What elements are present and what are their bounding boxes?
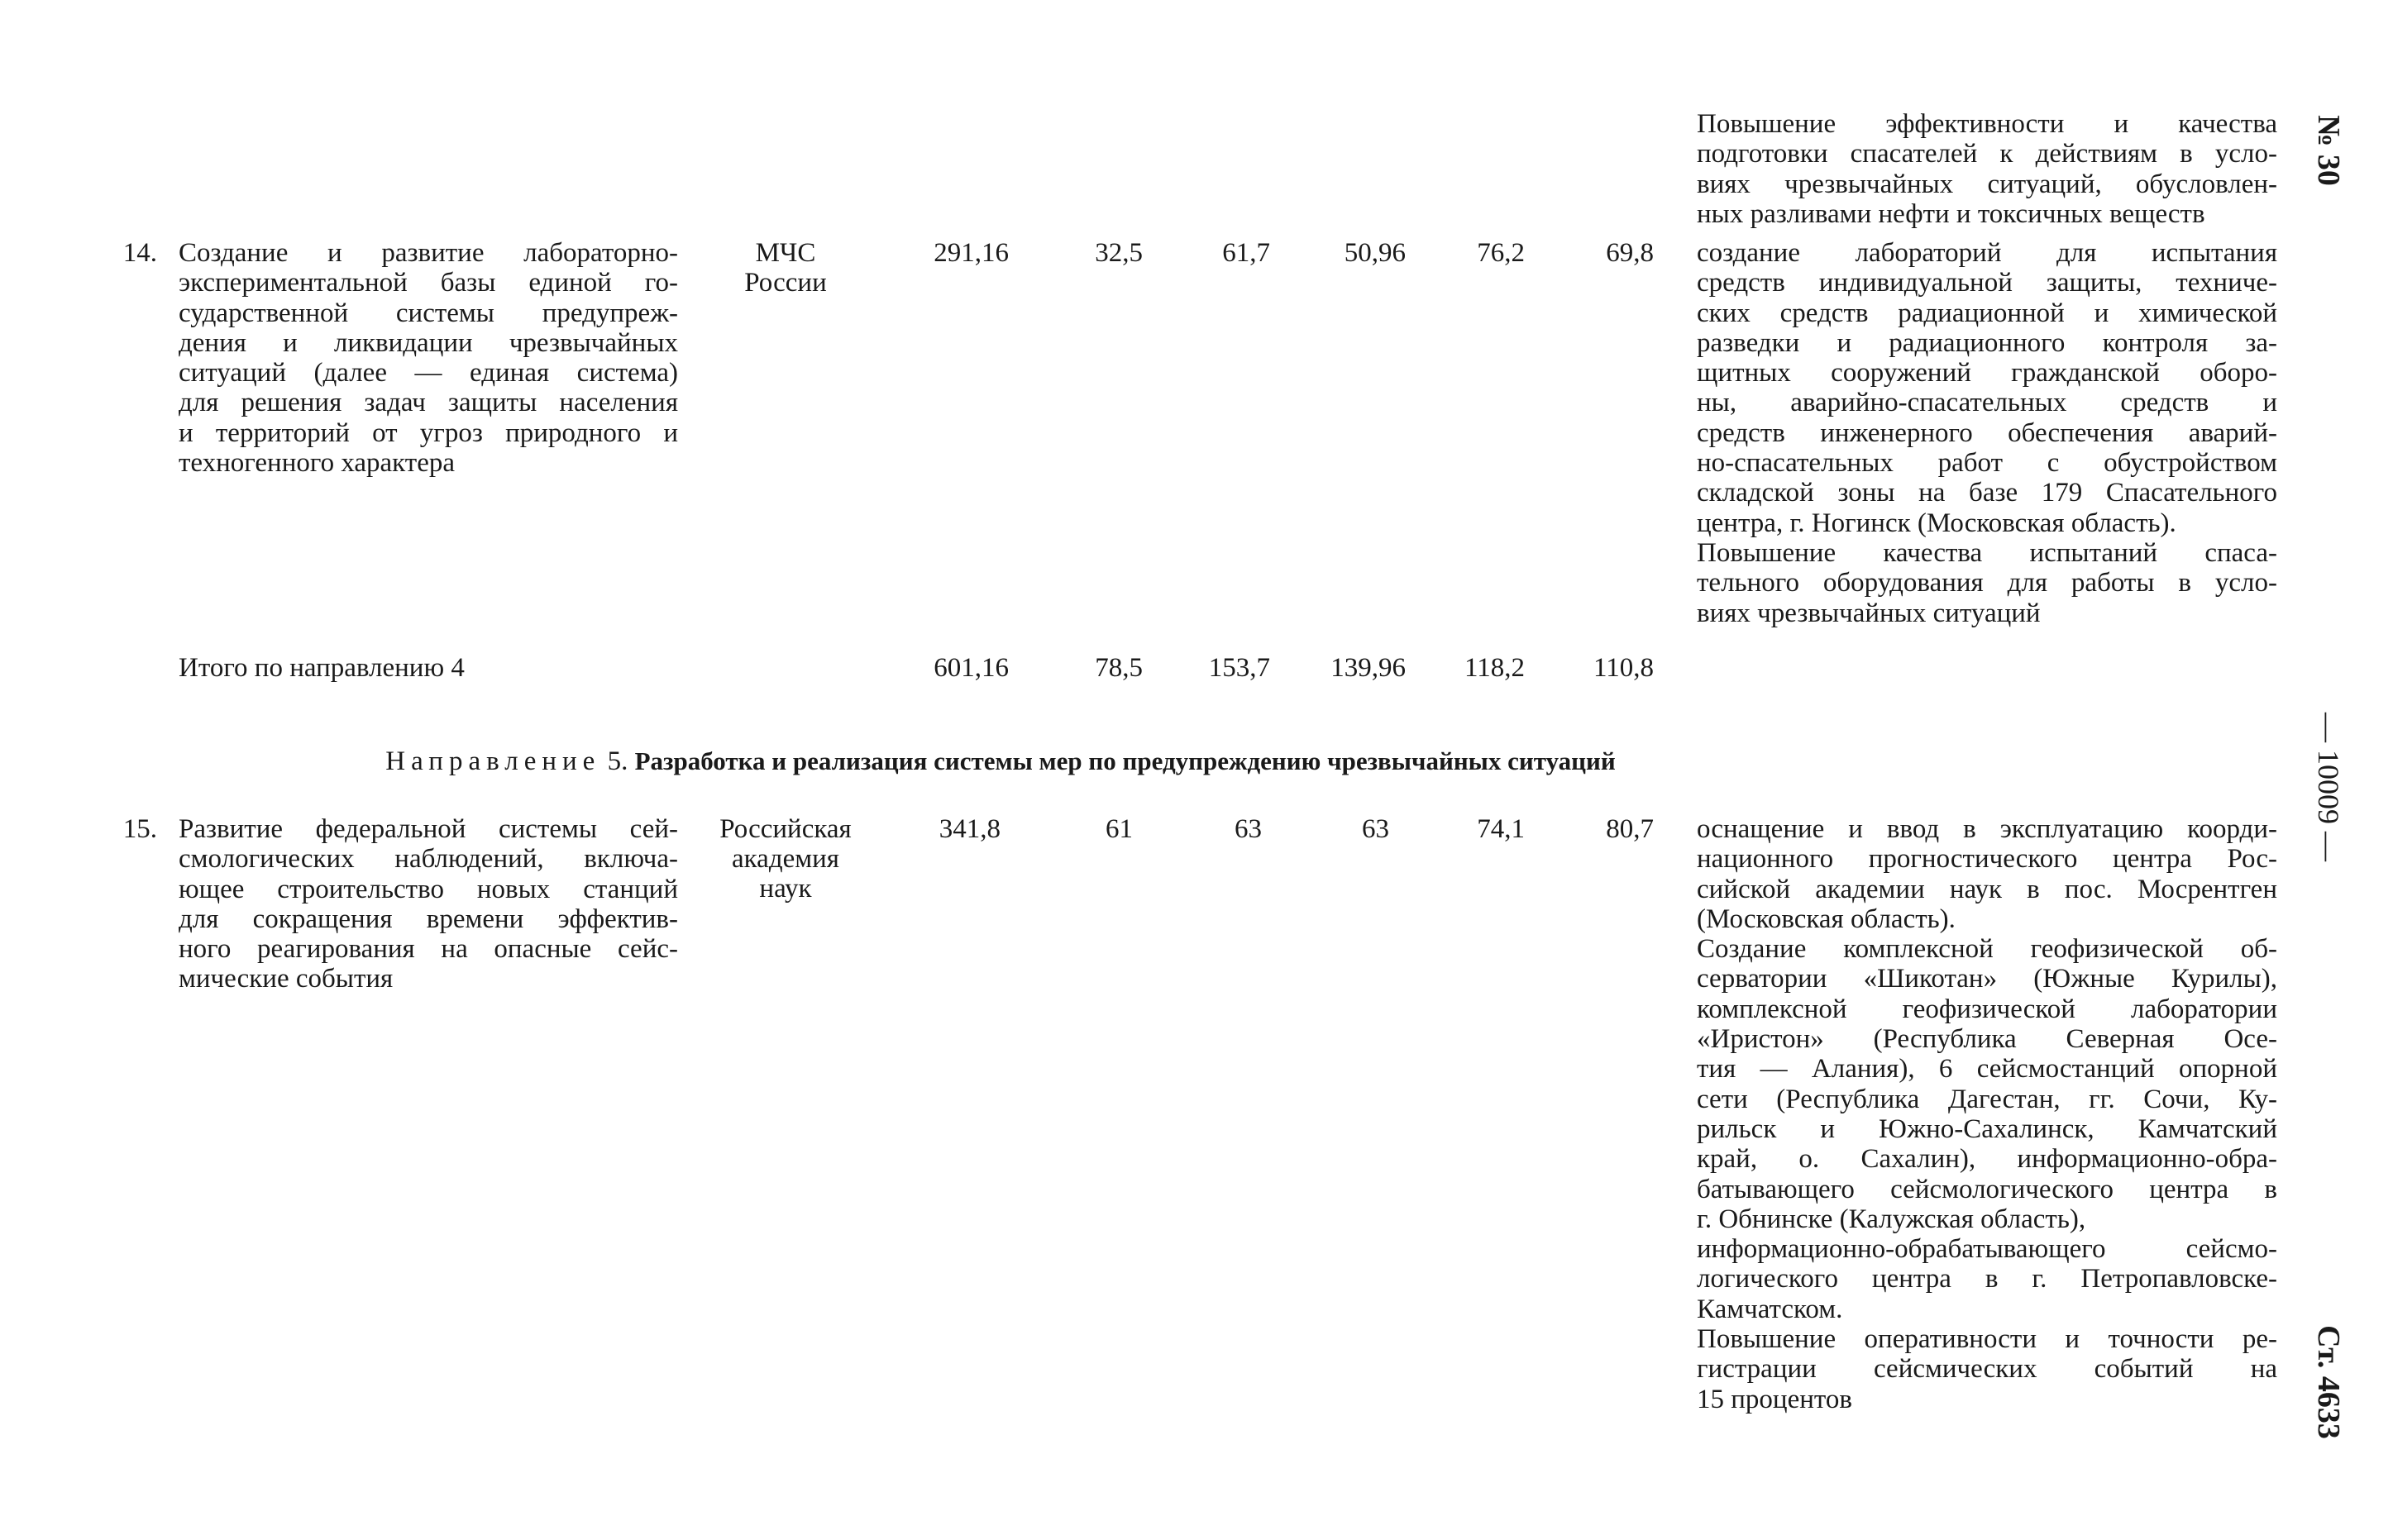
- row-14-number: 14.: [122, 238, 157, 268]
- direction-5-heading: [0, 746, 2001, 777]
- row-14-year-5: 69,8: [1606, 238, 1654, 268]
- text-line: (Московская область).: [1697, 903, 1956, 934]
- text-line: сударственной системы предупреж-: [179, 298, 678, 328]
- text-line: ны, аварийно-спасательных средств и: [1697, 388, 2277, 418]
- subtotal-4-year-1: 78,5: [1095, 653, 1143, 683]
- subtotal-4-year-3: 139,96: [1330, 653, 1406, 683]
- page-code: — 10009 —: [2312, 713, 2345, 861]
- row-15-executor-line-1: Российская: [719, 814, 852, 844]
- text-line: сети (Республика Дагестан, гг. Сочи, Ку-: [1697, 1084, 2277, 1114]
- row-15-number: 15.: [122, 814, 157, 844]
- text-line: и территорий от угроз природного и: [179, 417, 678, 448]
- row-14-executor-line-2: России: [744, 268, 827, 298]
- row-15-year-3: 63: [1362, 814, 1389, 844]
- text-line: Создание и развитие лабораторно-: [179, 238, 678, 268]
- text-line: гистрации сейсмических событий на: [1697, 1354, 2277, 1385]
- row-15-executor-line-3: наук: [759, 874, 812, 903]
- text-line: для сокращения времени эффектив-: [179, 903, 678, 934]
- text-line: Камчатском.: [1697, 1294, 1843, 1324]
- text-line: рильск и Южно-Сахалинск, Камчатский: [1697, 1113, 2277, 1144]
- row-15-year-1: 61: [1106, 814, 1133, 844]
- direction-label: Направление: [385, 746, 601, 776]
- row-15-total: 341,8: [939, 814, 1001, 844]
- row-15-result: [1697, 814, 2277, 1414]
- text-line: смологических наблюдений, включа-: [179, 844, 678, 875]
- text-line: г. Обнинске (Калужская область),: [1697, 1204, 2086, 1234]
- text-line: тельного оборудования для работы в усло-: [1697, 568, 2277, 598]
- text-line: Создание комплексной геофизической об-: [1697, 934, 2277, 965]
- subtotal-4-total: 601,16: [934, 653, 1009, 683]
- text-line: ных разливами нефти и токсичных веществ: [1697, 198, 2205, 229]
- text-line: Повышение качества испытаний спаса-: [1697, 537, 2277, 568]
- subtotal-4-year-2: 153,7: [1208, 653, 1270, 683]
- text-line: виях чрезвычайных ситуаций, обусловлен-: [1697, 169, 2277, 199]
- row-14-year-2: 61,7: [1222, 238, 1270, 268]
- issue-number: № 30: [2311, 115, 2346, 186]
- text-line: Повышение эффективности и качества: [1697, 109, 2277, 139]
- text-line: дения и ликвидации чрезвычайных: [179, 327, 678, 358]
- row-15-name: [179, 814, 678, 994]
- row-14-year-3: 50,96: [1344, 238, 1406, 268]
- row-15-year-2: 63: [1235, 814, 1262, 844]
- text-line: 15 процентов: [1697, 1384, 1852, 1414]
- row-14-name: [179, 238, 678, 478]
- text-line: ских средств радиационной и химической: [1697, 298, 2277, 328]
- row-15-executor-line-2: академия: [732, 844, 839, 874]
- text-line: национного прогностического центра Рос-: [1697, 844, 2277, 875]
- direction-title: Разработка и реализация системы мер по предупреждению чрезвычайных ситуаций: [634, 746, 1616, 775]
- text-line: край, о. Сахалин), информационно-обра-: [1697, 1144, 2277, 1175]
- text-line: сийской академии наук в пос. Мосрентген: [1697, 874, 2277, 904]
- text-line: экспериментальной базы единой го-: [179, 268, 678, 298]
- text-line: подготовки спасателей к действиям в усло-: [1697, 139, 2277, 169]
- text-line: ющее строительство новых станций: [179, 874, 678, 904]
- text-line: тия — Алания), 6 сейсмостанций опорной: [1697, 1054, 2277, 1085]
- text-line: техногенного характера: [179, 448, 455, 479]
- row-14-executor-line-1: МЧС: [755, 238, 816, 268]
- direction-number: 5.: [607, 746, 628, 776]
- text-line: складской зоны на базе 179 Спасательного: [1697, 478, 2277, 508]
- text-line: мические события: [179, 964, 394, 994]
- text-line: серватории «Шикотан» (Южные Курилы),: [1697, 964, 2277, 994]
- row-14-total: 291,16: [934, 238, 1009, 268]
- text-line: Развитие федеральной системы сей-: [179, 814, 678, 844]
- text-line: средств инженерного обеспечения аварий-: [1697, 417, 2277, 448]
- subtotal-4-year-4: 118,2: [1464, 653, 1525, 683]
- text-line: логического центра в г. Петропавловске-: [1697, 1264, 2277, 1294]
- row-14-year-4: 76,2: [1477, 238, 1525, 268]
- text-line: создание лабораторий для испытания: [1697, 238, 2277, 268]
- row-15-year-4: 74,1: [1477, 814, 1525, 844]
- text-line: «Иристон» (Республика Северная Осе-: [1697, 1024, 2277, 1055]
- text-line: ного реагирования на опасные сейс-: [179, 934, 678, 965]
- text-line: но-спасательных работ с обустройством: [1697, 448, 2277, 479]
- text-line: оснащение и ввод в эксплуатацию коорди-: [1697, 814, 2277, 844]
- subtotal-4-label: Итого по направлению 4: [179, 653, 465, 683]
- subtotal-4-year-5: 110,8: [1593, 653, 1654, 683]
- text-line: информационно-обрабатывающего сейсмо-: [1697, 1234, 2277, 1265]
- text-line: виях чрезвычайных ситуаций: [1697, 598, 2041, 628]
- text-line: Повышение оперативности и точности ре-: [1697, 1324, 2277, 1355]
- row-14-year-1: 32,5: [1095, 238, 1143, 268]
- text-line: комплексной геофизической лаборатории: [1697, 994, 2277, 1024]
- text-line: для решения задач защиты населения: [179, 388, 678, 418]
- text-line: ситуаций (далее — единая система): [179, 358, 678, 389]
- text-line: щитных сооружений гражданской оборо-: [1697, 358, 2277, 389]
- text-line: батывающего сейсмологического центра в: [1697, 1174, 2277, 1204]
- text-line: разведки и радиационного контроля за-: [1697, 327, 2277, 358]
- top-result-text: [1697, 109, 2277, 229]
- text-line: центра, г. Ногинск (Московская область).: [1697, 508, 2176, 538]
- text-line: средств индивидуальной защиты, техниче-: [1697, 268, 2277, 298]
- row-14-result: [1697, 238, 2277, 628]
- article-number: Ст. 4633: [2311, 1325, 2346, 1439]
- row-15-year-5: 80,7: [1606, 814, 1654, 844]
